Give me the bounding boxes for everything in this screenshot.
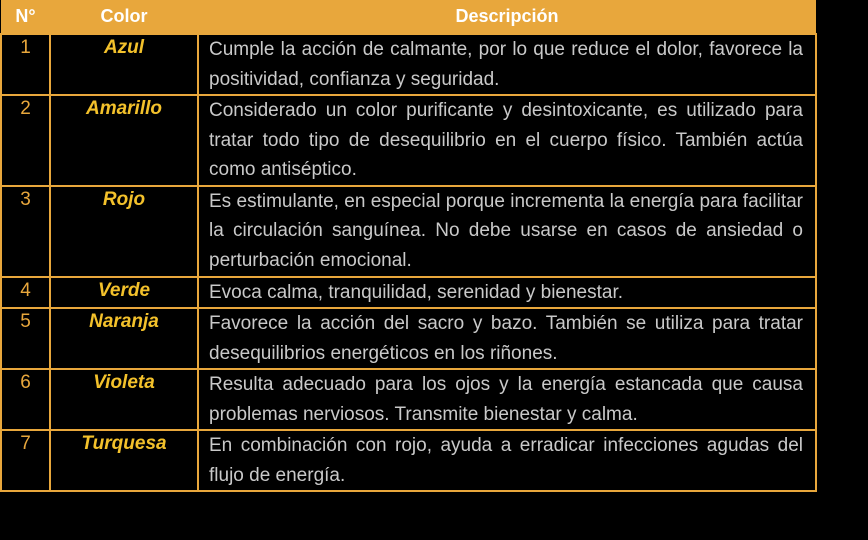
header-description: Descripción [198, 0, 816, 34]
row-color: Verde [50, 277, 198, 309]
row-description: Cumple la acción de calmante, por lo que reduce el dolor, favorece la positividad, confianza y seguridad. [198, 34, 816, 95]
row-color: Amarillo [50, 95, 198, 186]
row-number: 3 [1, 186, 50, 277]
table-row [1, 369, 816, 430]
table-row [1, 277, 816, 309]
row-color: Violeta [50, 369, 198, 430]
row-description: En combinación con rojo, ayuda a erradicar infecciones agudas del flujo de energía. [198, 430, 816, 491]
row-description: Es estimulante, en especial porque incrementa la energía para facilitar la circulación sanguínea. No debe usarse en casos de ansiedad o perturbación emocional. [198, 186, 816, 277]
row-number: 4 [1, 277, 50, 309]
row-color: Naranja [50, 308, 198, 369]
row-color: Rojo [50, 186, 198, 277]
table-row [1, 34, 816, 95]
header-color: Color [50, 0, 198, 34]
row-description: Considerado un color purificante y desintoxicante, es utilizado para tratar todo tipo de desequilibrio en el cuerpo físico. También actúa como antiséptico. [198, 95, 816, 186]
row-color: Turquesa [50, 430, 198, 491]
header-row [1, 0, 816, 34]
table-row [1, 186, 816, 277]
row-number: 1 [1, 34, 50, 95]
row-color: Azul [50, 34, 198, 95]
row-number: 7 [1, 430, 50, 491]
table-row [1, 95, 816, 186]
header-num: N° [1, 0, 50, 34]
row-description: Evoca calma, tranquilidad, serenidad y bienestar. [198, 277, 816, 309]
row-description: Favorece la acción del sacro y bazo. También se utiliza para tratar desequilibrios energéticos en los riñones. [198, 308, 816, 369]
table-row [1, 430, 816, 491]
row-number: 2 [1, 95, 50, 186]
row-number: 5 [1, 308, 50, 369]
table-row [1, 308, 816, 369]
row-number: 6 [1, 369, 50, 430]
row-description: Resulta adecuado para los ojos y la energía estancada que causa problemas nerviosos. Transmite bienestar y calma. [198, 369, 816, 430]
